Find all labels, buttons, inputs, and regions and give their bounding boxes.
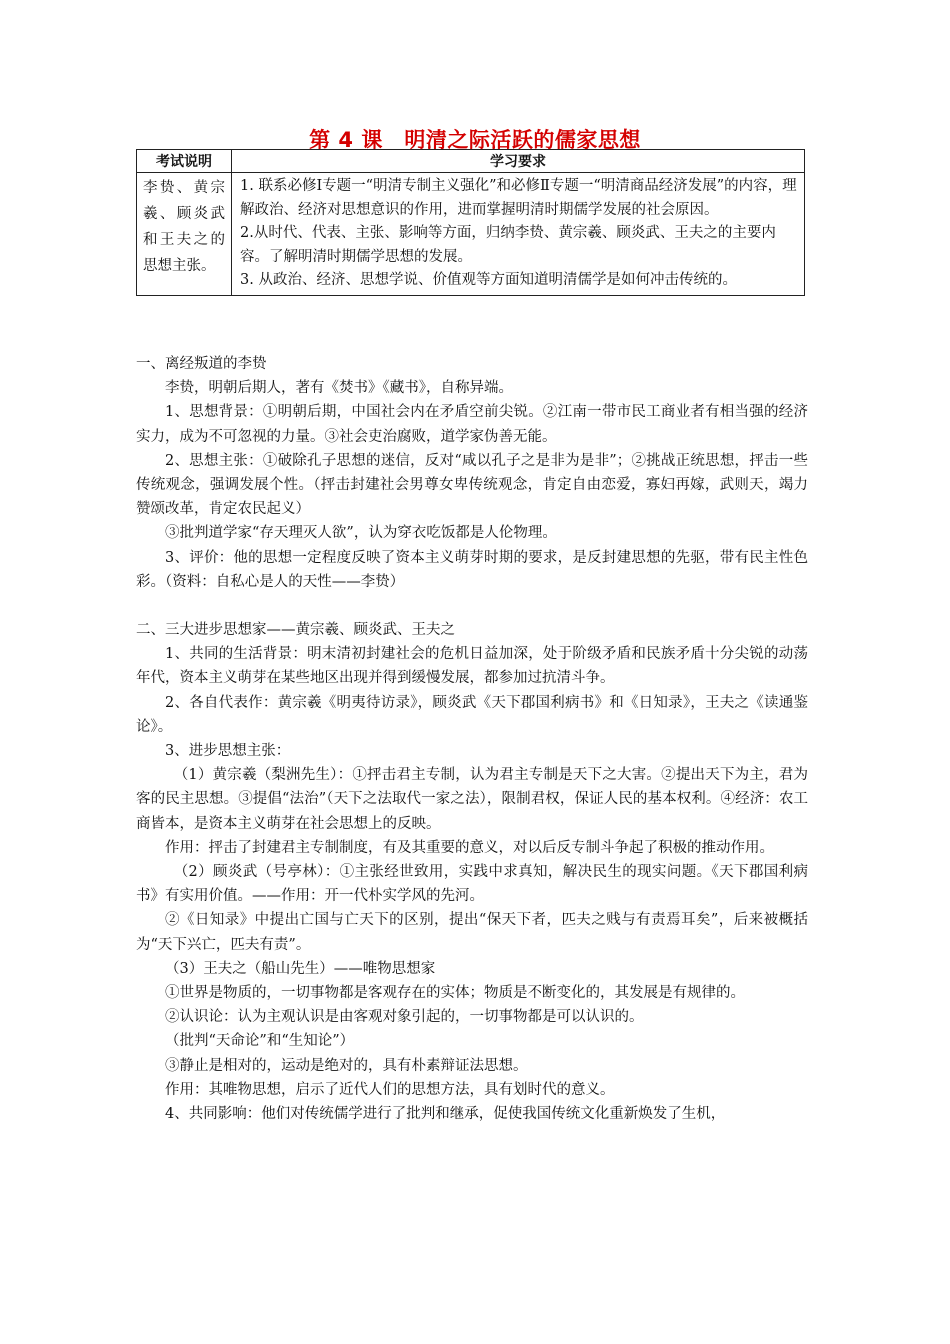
paragraph: 1、共同的生活背景：明末清初封建社会的危机日益加深，处于阶级矛盾和民族矛盾十分尖锐的动荡年代，资本主义萌芽在某些地区出现并得到缓慢发展，都参加过抗清斗争。 <box>136 646 808 687</box>
paragraph: 作用：其唯物思想，启示了近代人们的思想方法，具有划时代的意义。 <box>165 1081 615 1098</box>
paragraph: ③静止是相对的，运动是绝对的，具有朴素辩证法思想。 <box>165 1057 528 1074</box>
header-exam-note: 考试说明 <box>137 150 232 173</box>
paragraph: 2、各自代表作：黄宗羲《明夷待访录》，顾炎武《天下郡国利病书》和《日知录》，王夫之《读通鉴论》。 <box>136 694 808 735</box>
requirements-table <box>136 149 805 296</box>
paragraph: 作用：抨击了封建君主专制制度，有及其重要的意义，对以后反专制斗争起了积极的推动作用。 <box>165 839 774 856</box>
paragraph: 3、评价：他的思想一定程度反映了资本主义萌芽时期的要求，是反封建思想的先驱，带有民主性色彩。（资料：自私心是人的天性——李贽） <box>136 549 808 590</box>
requirement-item: 3. 从政治、经济、思想学说、价值观等方面知道明清儒学是如何冲击传统的。 <box>240 272 737 288</box>
paragraph: 4、共同影响：他们对传统儒学进行了批判和继承，促使我国传统文化重新焕发了生机， <box>165 1106 726 1123</box>
exam-note-cell: 李贽、黄宗羲、顾炎武和王夫之的思想主张。 <box>137 173 232 296</box>
table-row <box>137 173 805 296</box>
requirements-cell <box>232 173 805 296</box>
paragraph: （3）王夫之（船山先生）——唯物思想家 <box>165 960 436 977</box>
paragraph: ②认识论：认为主观认识是由客观对象引起的，一切事物都是可以认识的。 <box>165 1009 644 1026</box>
spacer <box>136 594 808 618</box>
requirement-item: 2.从时代、代表、主张、影响等方面，归纳李贽、黄宗羲、顾炎武、王夫之的主要内容。了解明清时期儒学思想的发展。 <box>240 225 776 265</box>
header-requirements: 学习要求 <box>232 150 805 173</box>
paragraph: ②《日知录》中提出亡国与亡天下的区别，提出“保天下者，匹夫之贱与有责焉耳矣”，后来被概括为“天下兴亡，匹夫有责”。 <box>136 912 808 953</box>
lesson-title: 第 4 课 明清之际活跃的儒家思想 <box>309 128 641 152</box>
paragraph: （批判“天命论”和“生知论”） <box>165 1033 355 1050</box>
requirement-item: 1. 联系必修Ⅰ专题一“明清专制主义强化”和必修Ⅱ专题一“明清商品经济发展”的内容，理解政治、经济对思想意识的作用，进而掌握明清时期儒学发展的社会原因。 <box>240 178 797 218</box>
paragraph: ①世界是物质的，一切事物都是客观存在的实体；物质是不断变化的，其发展是有规律的。 <box>165 985 745 1002</box>
paragraph: 李贽，明朝后期人，著有《焚书》《藏书》，自称异端。 <box>165 380 513 397</box>
table-header-row <box>137 150 805 173</box>
paragraph: 1、思想背景：①明朝后期，中国社会内在矛盾空前尖锐。②江南一带市民工商业者有相当强的经济实力，成为不可忽视的力量。③社会吏治腐败，道学家伪善无能。 <box>136 404 808 445</box>
section-heading: 一、离经叛道的李贽 <box>136 356 267 372</box>
body-text <box>136 352 808 1126</box>
paragraph: 3、进步思想主张： <box>165 743 291 760</box>
section-heading: 二、三大进步思想家——黄宗羲、顾炎武、王夫之 <box>136 622 455 639</box>
paragraph: 2、思想主张：①破除孔子思想的迷信，反对“咸以孔子之是非为是非”；②挑战正统思想，抨击一些传统观念，强调发展个性。（抨击封建社会男尊女卑传统观念，肯定自由恋爱，寡妇再嫁，武则天，竭力赞颂改革，肯定农民起义） <box>136 452 808 518</box>
paragraph: （2）顾炎武（号亭林）：①主张经世致用，实践中求真知，解决民生的现实问题。《天下郡国利病书》有实用价值。——作用：开一代朴实学风的先河。 <box>136 864 808 905</box>
paragraph: ③批判道学家“存天理灭人欲”，认为穿衣吃饭都是人伦物理。 <box>165 525 557 542</box>
paragraph: （1）黄宗羲（梨洲先生）：①抨击君主专制，认为君主专制是天下之大害。②提出天下为主，君为客的民主思想。③提倡“法治”（天下之法取代一家之法），限制君权，保证人民的基本权利。④经济：农工商皆本，是资本主义萌芽在社会思想上的反映。 <box>136 767 808 832</box>
